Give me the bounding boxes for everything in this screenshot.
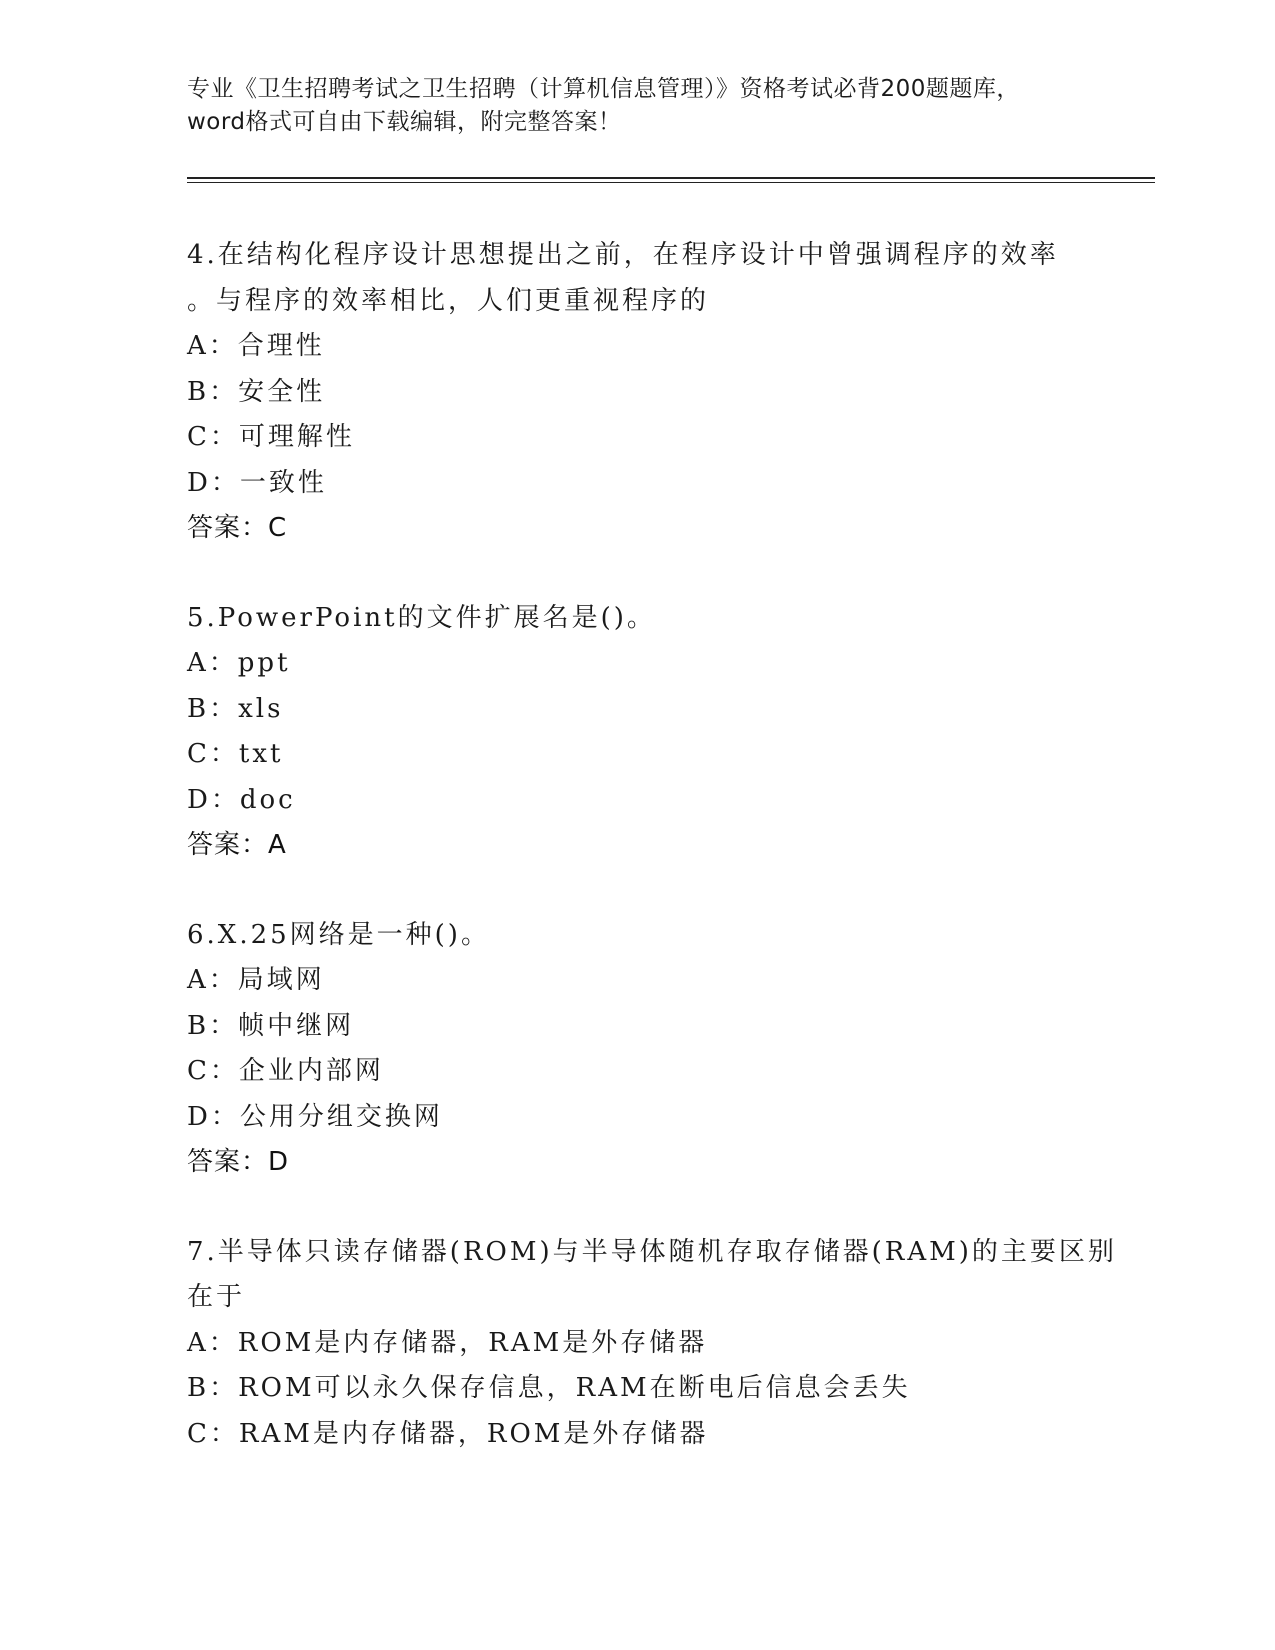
option-b: B：安全性 <box>187 376 326 407</box>
option-a: A：局域网 <box>187 965 325 995</box>
question-text-line: 7.半导体只读存储器(ROM)与半导体随机存取存储器(RAM)的主要区别 <box>187 1236 1117 1267</box>
option-d: D：一致性 <box>187 467 327 498</box>
option-a: A：ROM是内存储器，RAM是外存储器 <box>187 1327 708 1358</box>
option-b: B：ROM可以永久保存信息，RAM在断电后信息会丢失 <box>187 1373 911 1403</box>
option-c: C：RAM是内存储器，ROM是外存储器 <box>187 1418 709 1449</box>
answer-label: 答案：C <box>187 513 288 543</box>
question-5 <box>187 596 1087 869</box>
option-b: B：xls <box>187 693 284 724</box>
option-d: D：公用分组交换网 <box>187 1101 443 1132</box>
option-d: D：doc <box>187 784 296 815</box>
document-header <box>187 73 1087 139</box>
question-gap <box>187 869 1087 913</box>
question-text-line: 6.X.25网络是一种()。 <box>187 919 490 950</box>
question-4 <box>187 233 1087 552</box>
option-c: C：企业内部网 <box>187 1056 384 1086</box>
question-text-line: 4.在结构化程序设计思想提出之前，在程序设计中曾强调程序的效率 <box>187 240 1059 270</box>
question-7 <box>187 1230 1117 1458</box>
option-a: A：合理性 <box>187 331 325 361</box>
question-list <box>187 233 1117 1457</box>
answer-label: 答案：D <box>187 1147 290 1177</box>
header-divider-thin <box>187 182 1155 183</box>
question-gap <box>187 552 1087 596</box>
question-text-line: 。与程序的效率相比，人们更重视程序的 <box>187 285 710 316</box>
question-6 <box>187 913 1087 1186</box>
option-a: A：ppt <box>187 648 291 678</box>
option-c: C：可理解性 <box>187 422 355 452</box>
question-text-line: 5.PowerPoint的文件扩展名是()。 <box>187 602 656 633</box>
option-b: B：帧中继网 <box>187 1010 355 1041</box>
header-line-1: 专业《卫生招聘考试之卫生招聘（计算机信息管理）》资格考试必背200题题库， <box>187 76 1020 102</box>
answer-label: 答案：A <box>187 830 287 860</box>
question-gap <box>187 1186 1087 1230</box>
header-line-2: word格式可自由下载编辑，附完整答案！ <box>187 109 622 135</box>
option-c: C：txt <box>187 739 284 769</box>
question-text-line: 在于 <box>187 1282 246 1312</box>
header-divider-thick <box>187 177 1155 179</box>
